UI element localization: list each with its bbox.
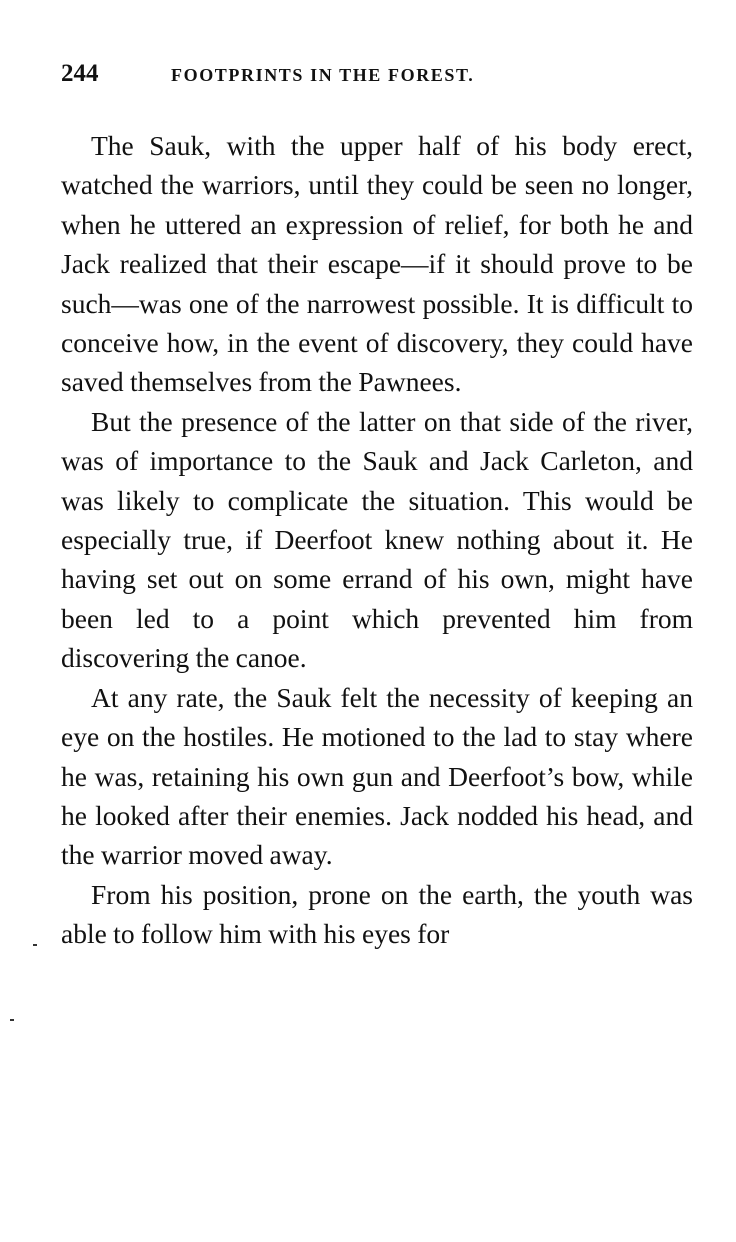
paragraph-1: The Sauk, with the upper half of his body erect, watched the warriors, until they could be seen no longer, when he uttered an expression of relief, for both he and Jack realized that their escape—if it should prove to be such—was one of the narrowest possible. It is difficult to conceive how, in the event of discovery, they could have saved themselves from the Pawnees. xyxy=(61,130,693,398)
margin-speck xyxy=(10,1019,14,1021)
page-number: 244 xyxy=(61,60,99,87)
page-header xyxy=(61,60,693,94)
page-content xyxy=(61,60,693,954)
paragraph-2: But the presence of the latter on that side of the river, was of importance to the Sauk and Jack Carleton, and was likely to complicate the situation. This would be especially true, if Deerfoot knew nothing about it. He having set out on some errand of his own, might have been led to a point which prevented him from discovering the canoe. xyxy=(61,405,693,674)
paragraph-4: From his position, prone on the earth, the youth was able to follow him with his eyes for xyxy=(61,878,693,950)
paragraph-3: At any rate, the Sauk felt the necessity of keeping an eye on the hostiles. He motioned to the lad to stay where he was, retaining his own gun and Deerfoot’s bow, while he looked after their enemies. Jack nodded his head, and the warrior moved away. xyxy=(61,681,693,871)
body-text xyxy=(61,126,693,954)
margin-speck xyxy=(33,944,37,946)
running-title: FOOTPRINTS IN THE FOREST. xyxy=(171,65,475,85)
